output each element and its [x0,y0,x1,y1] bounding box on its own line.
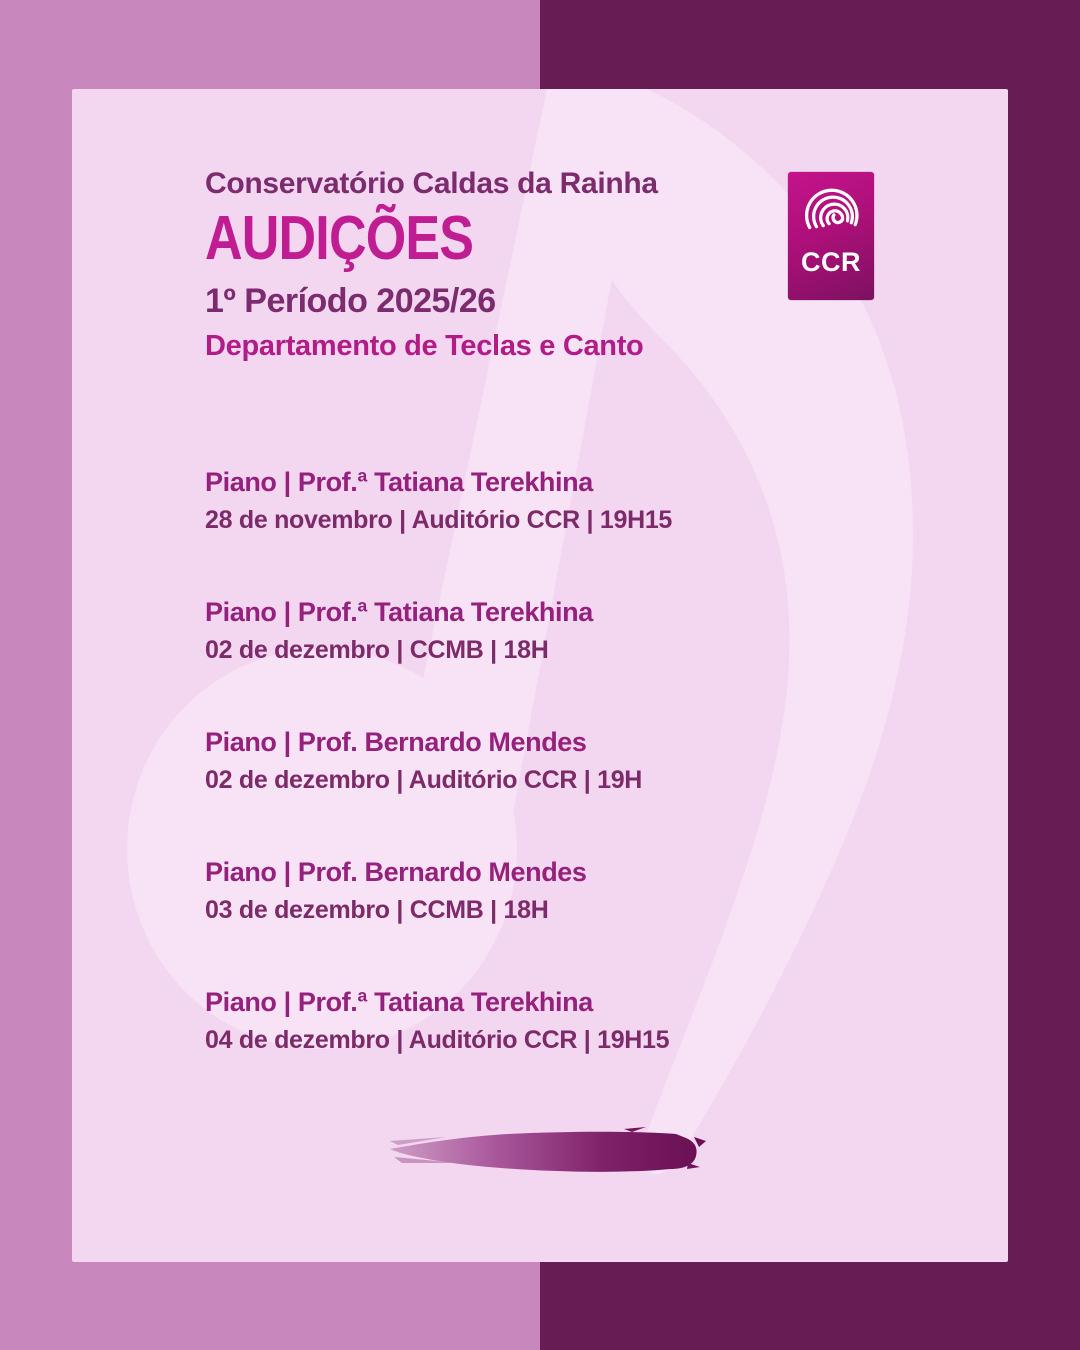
audition-item [205,595,672,665]
audition-details: 02 de dezembro | Auditório CCR | 19H [205,766,643,794]
poster-title: AUDIÇÕES [205,203,474,273]
audition-title: Piano | Prof.ª Tatiana Terekhina [205,987,593,1017]
poster-card [72,89,1008,1262]
audition-details: 28 de novembro | Auditório CCR | 19H15 [205,506,673,534]
ccr-logo [788,172,874,300]
audition-details: 03 de dezembro | CCMB | 18H [205,896,549,924]
period-subtitle: 1º Período 2025/26 [205,281,496,320]
audition-title: Piano | Prof. Bernardo Mendes [205,857,587,887]
audition-title: Piano | Prof.ª Tatiana Terekhina [205,467,593,497]
audition-item [205,985,672,1055]
brush-stroke-accent [388,1119,718,1183]
audition-details: 04 de dezembro | Auditório CCR | 19H15 [205,1026,670,1054]
audition-title: Piano | Prof.ª Tatiana Terekhina [205,597,593,627]
organization-name: Conservatório Caldas da Rainha [205,167,658,200]
audition-item [205,465,672,535]
audition-list [205,465,672,1055]
audition-item [205,725,672,795]
audition-title: Piano | Prof. Bernardo Mendes [205,727,587,757]
spiral-fingerprint-icon [800,183,862,245]
ccr-logo-text: CCR [801,247,861,277]
audition-details: 02 de dezembro | CCMB | 18H [205,636,549,664]
audition-item [205,855,672,925]
department-subtitle: Departamento de Teclas e Canto [205,329,644,362]
header [205,167,658,363]
